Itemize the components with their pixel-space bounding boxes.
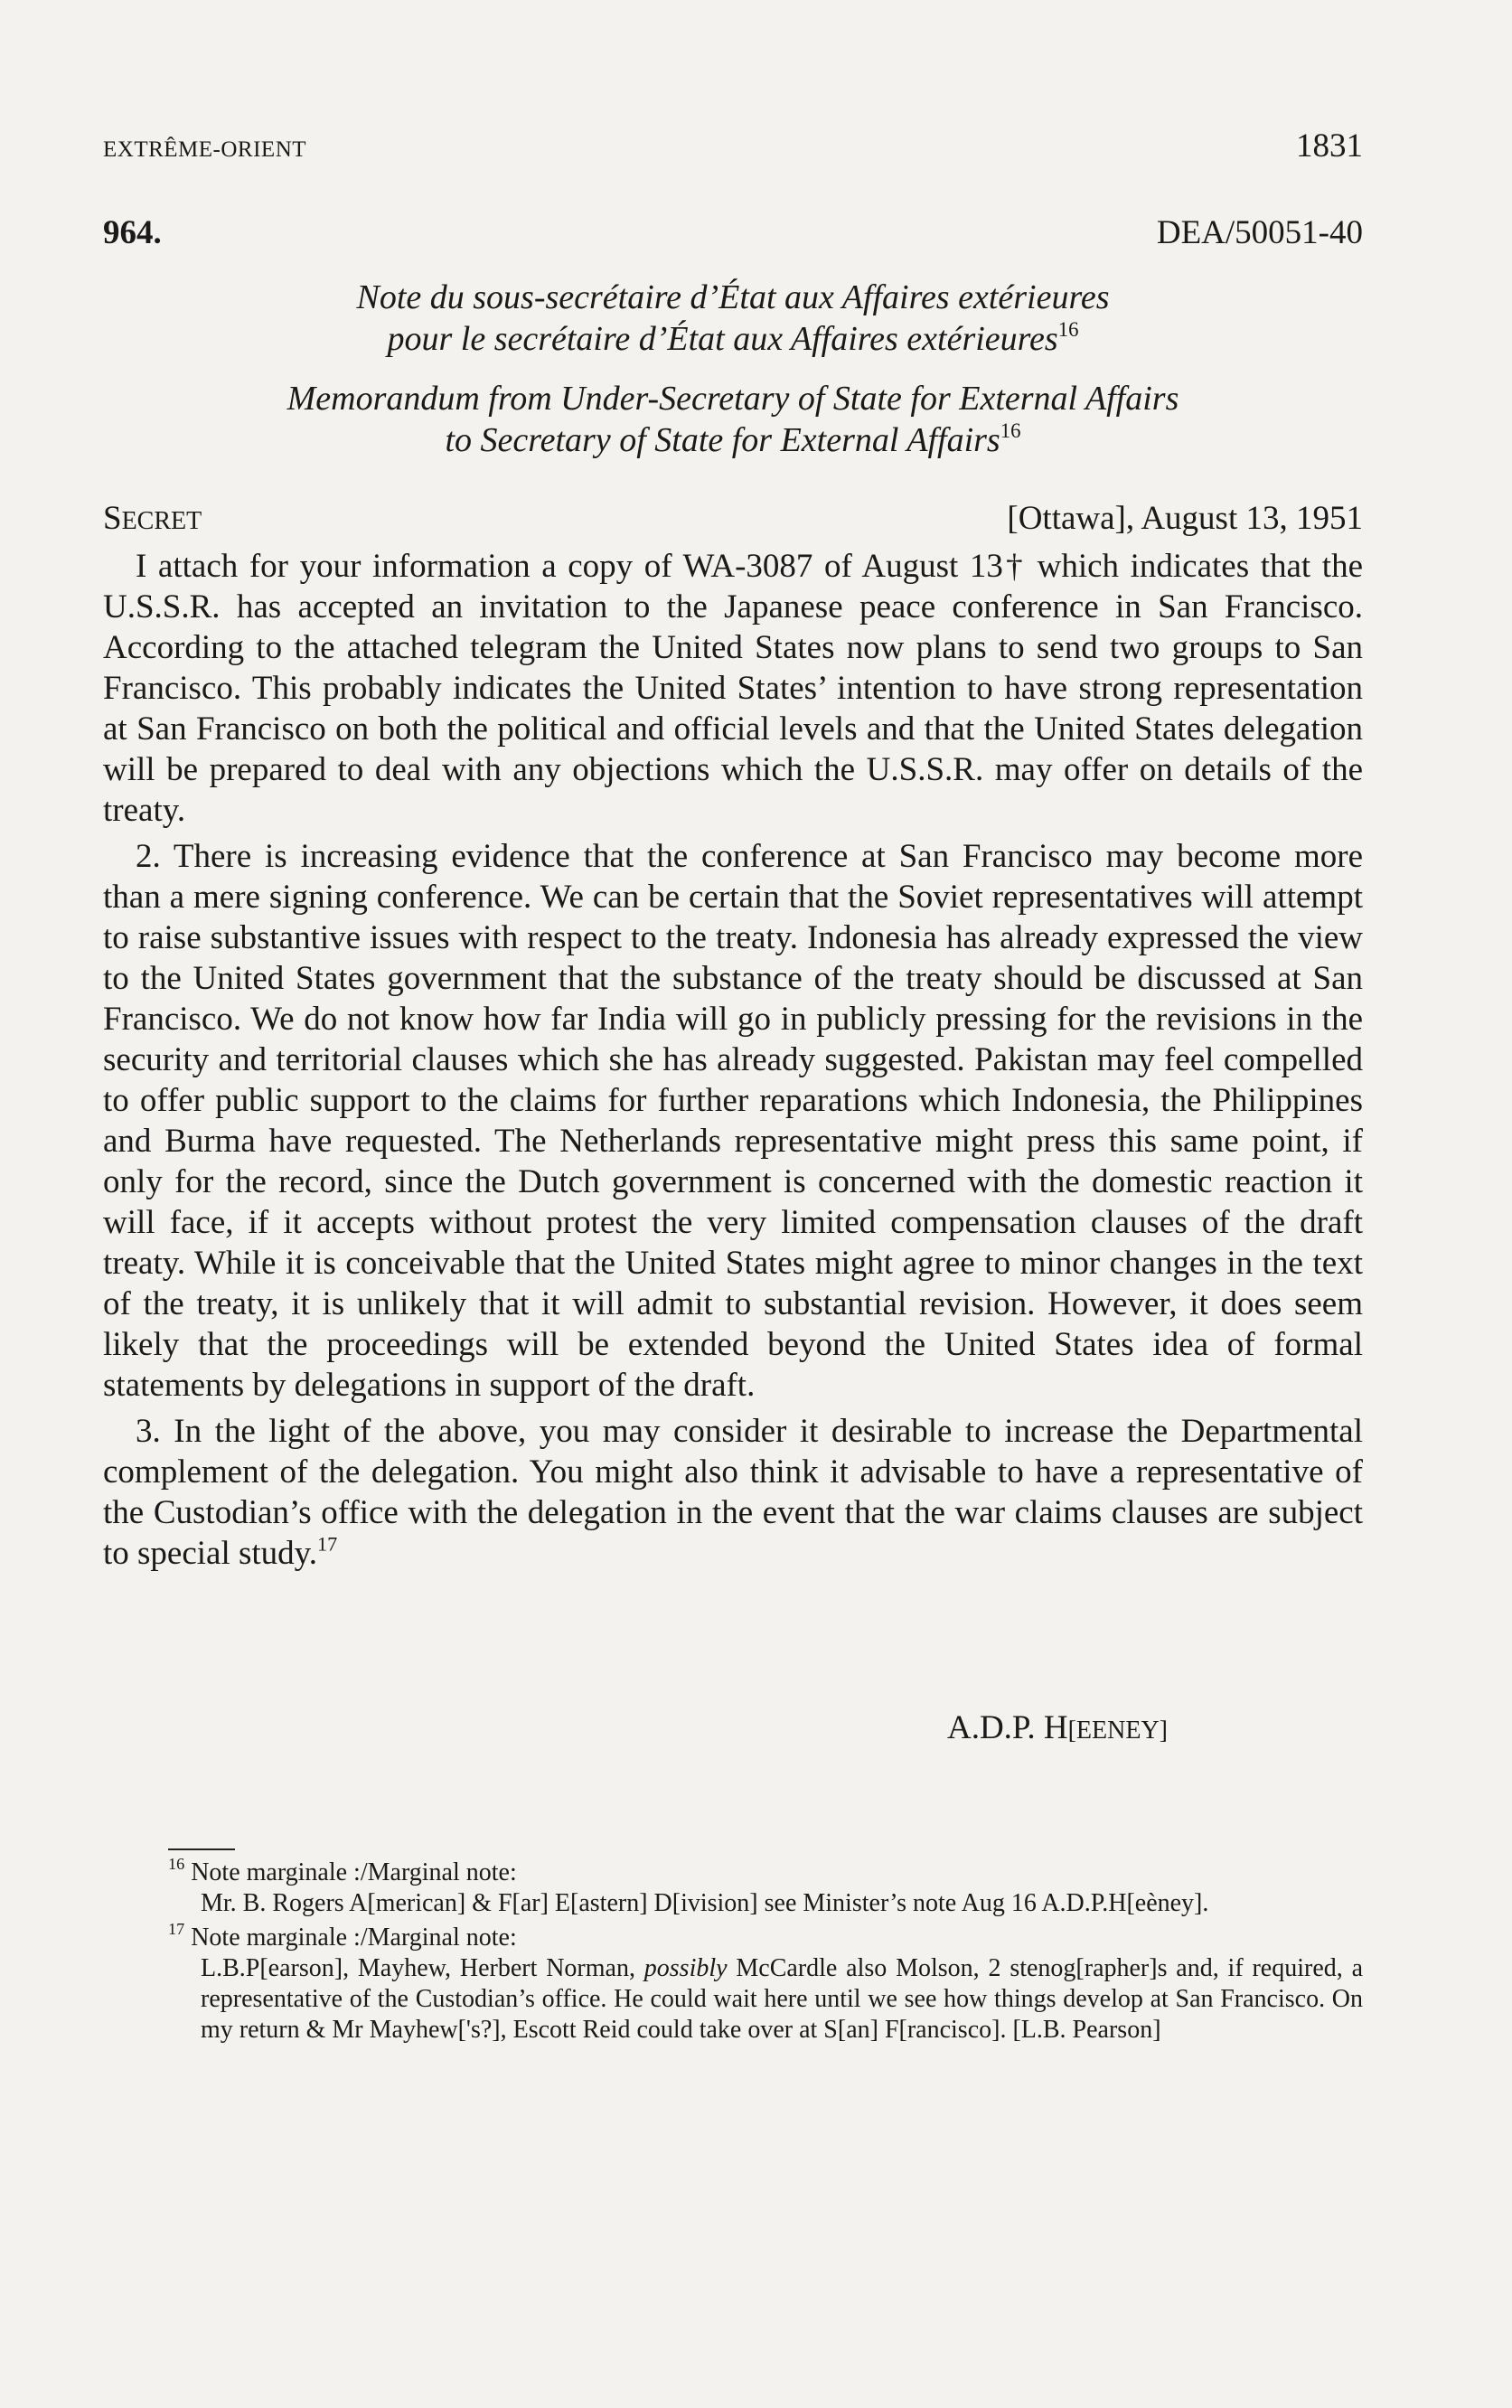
classification: SECRET: [103, 500, 202, 537]
paragraph-2: 2. There is increasing evidence that the conference at San Francisco may become more than a mere signing conference. We can be certain that the Soviet representatives will attempt to raise substantive issues with respect to the treaty. Indonesia has already expressed the view to the United States government that the substance of the treaty should be discussed at San Francisco. We do not know how far India will go in publicly pressing for the revisions in the security and territorial clauses which she has already suggested. Pakistan may feel compelled to offer public support to the claims for further reparations which Indonesia, the Philippines and Burma have requested. The Netherlands representative might press this same point, if only for the record, since the Dutch government is concerned with the domestic reaction it will face, if it accepts without protest the very limited compensation clauses of the draft treaty. While it is conceivable that the United States might agree to minor changes in the text of the treaty, it is unlikely that it will admit to substantial revision. However, it does seem likely that the proceedings will be extended beyond the United States idea of formal statements by delegations in support of the draft.: [103, 838, 1363, 1404]
footnote-16-text: Mr. B. Rogers A[merican] & F[ar] E[astern] D[ivision] see Minister’s note Aug 16 A.D.P.H[eèney].: [201, 1889, 1209, 1917]
title-fr-line-2-text: pour le secrétaire d’État aux Affaires extérieures: [387, 320, 1058, 358]
memo-body: [103, 546, 1363, 1579]
document-heading-line: [103, 213, 1363, 252]
paragraph-3-text: 3. In the light of the above, you may consider it desirable to increase the Departmental complement of the delegation. You might also think it advisable to have a representative of the Custodian’s office with the delegation in the event that the war claims clauses are subject to special study.: [103, 1413, 1363, 1572]
title-fr-line-1: Note du sous-secrétaire d’État aux Affaires extérieures: [356, 278, 1110, 316]
signature: [868, 1708, 1247, 1747]
paragraph-3-footnote-ref: 17: [317, 1532, 338, 1556]
paragraph-1: I attach for your information a copy of WA-3087 of August 13† which indicates that the U.S.S.R. has accepted an invitation to the Japanese peace conference in San Francisco. According to the attached telegram the United States now plans to send two groups to San Francisco. This probably indicates the United States’ intention to have strong representation at San Francisco on both the political and official levels and that the United States delegation will be prepared to deal with any objections which the U.S.S.R. may offer on details of the treaty.: [103, 548, 1363, 829]
title-en-line-2: [103, 419, 1363, 461]
footnote-17-italic: possibly: [643, 1954, 728, 1982]
footnote-16-label: Note marginale :/Marginal note:: [191, 1858, 517, 1886]
dateline: [103, 499, 1363, 538]
footnote-16: [168, 1855, 1363, 1919]
footnote-16-number: 16: [168, 1855, 185, 1874]
paragraph-3: [103, 1411, 1363, 1574]
document-number: 964.: [103, 214, 162, 251]
footnote-divider: [168, 1848, 235, 1850]
footnote-17-text: L.B.P[earson], Mayhew, Herbert Norman, possibly McCardle also Molson, 2 stenog[rapher]s and, if required, a representative of the Custodian’s office. He could wait here until we see how things develop at San Francisco. On my return & Mr Mayhew['s?], Escott Reid could take over at S[an] F[rancisco]. [L.B. Pearson]: [201, 1954, 1363, 2044]
file-reference: DEA/50051-40: [1156, 214, 1363, 251]
page-number: 1831: [1296, 127, 1363, 165]
section-name: EXTRÊME-ORIENT: [103, 137, 307, 162]
footnote-17-label: Note marginale :/Marginal note:: [191, 1924, 517, 1952]
footnotes: [168, 1855, 1363, 2049]
footnote-17: [168, 1920, 1363, 2046]
signature-rest: [EENEY]: [1067, 1717, 1169, 1745]
footnote-17-number: 17: [168, 1920, 185, 1939]
title-en-line-2-text: to Secretary of State for External Affairs: [445, 421, 1000, 459]
title-en-footnote-ref: 16: [1000, 419, 1021, 443]
running-header: [103, 127, 1363, 165]
title-fr-line-2: [103, 318, 1363, 360]
title-fr-footnote-ref: 16: [1057, 318, 1079, 342]
signature-initials: A.D.P. H: [946, 1709, 1068, 1746]
title-block: [103, 277, 1363, 461]
place-date: [Ottawa], August 13, 1951: [1007, 500, 1363, 537]
title-en-line-1: Memorandum from Under-Secretary of State for External Affairs: [286, 380, 1179, 418]
